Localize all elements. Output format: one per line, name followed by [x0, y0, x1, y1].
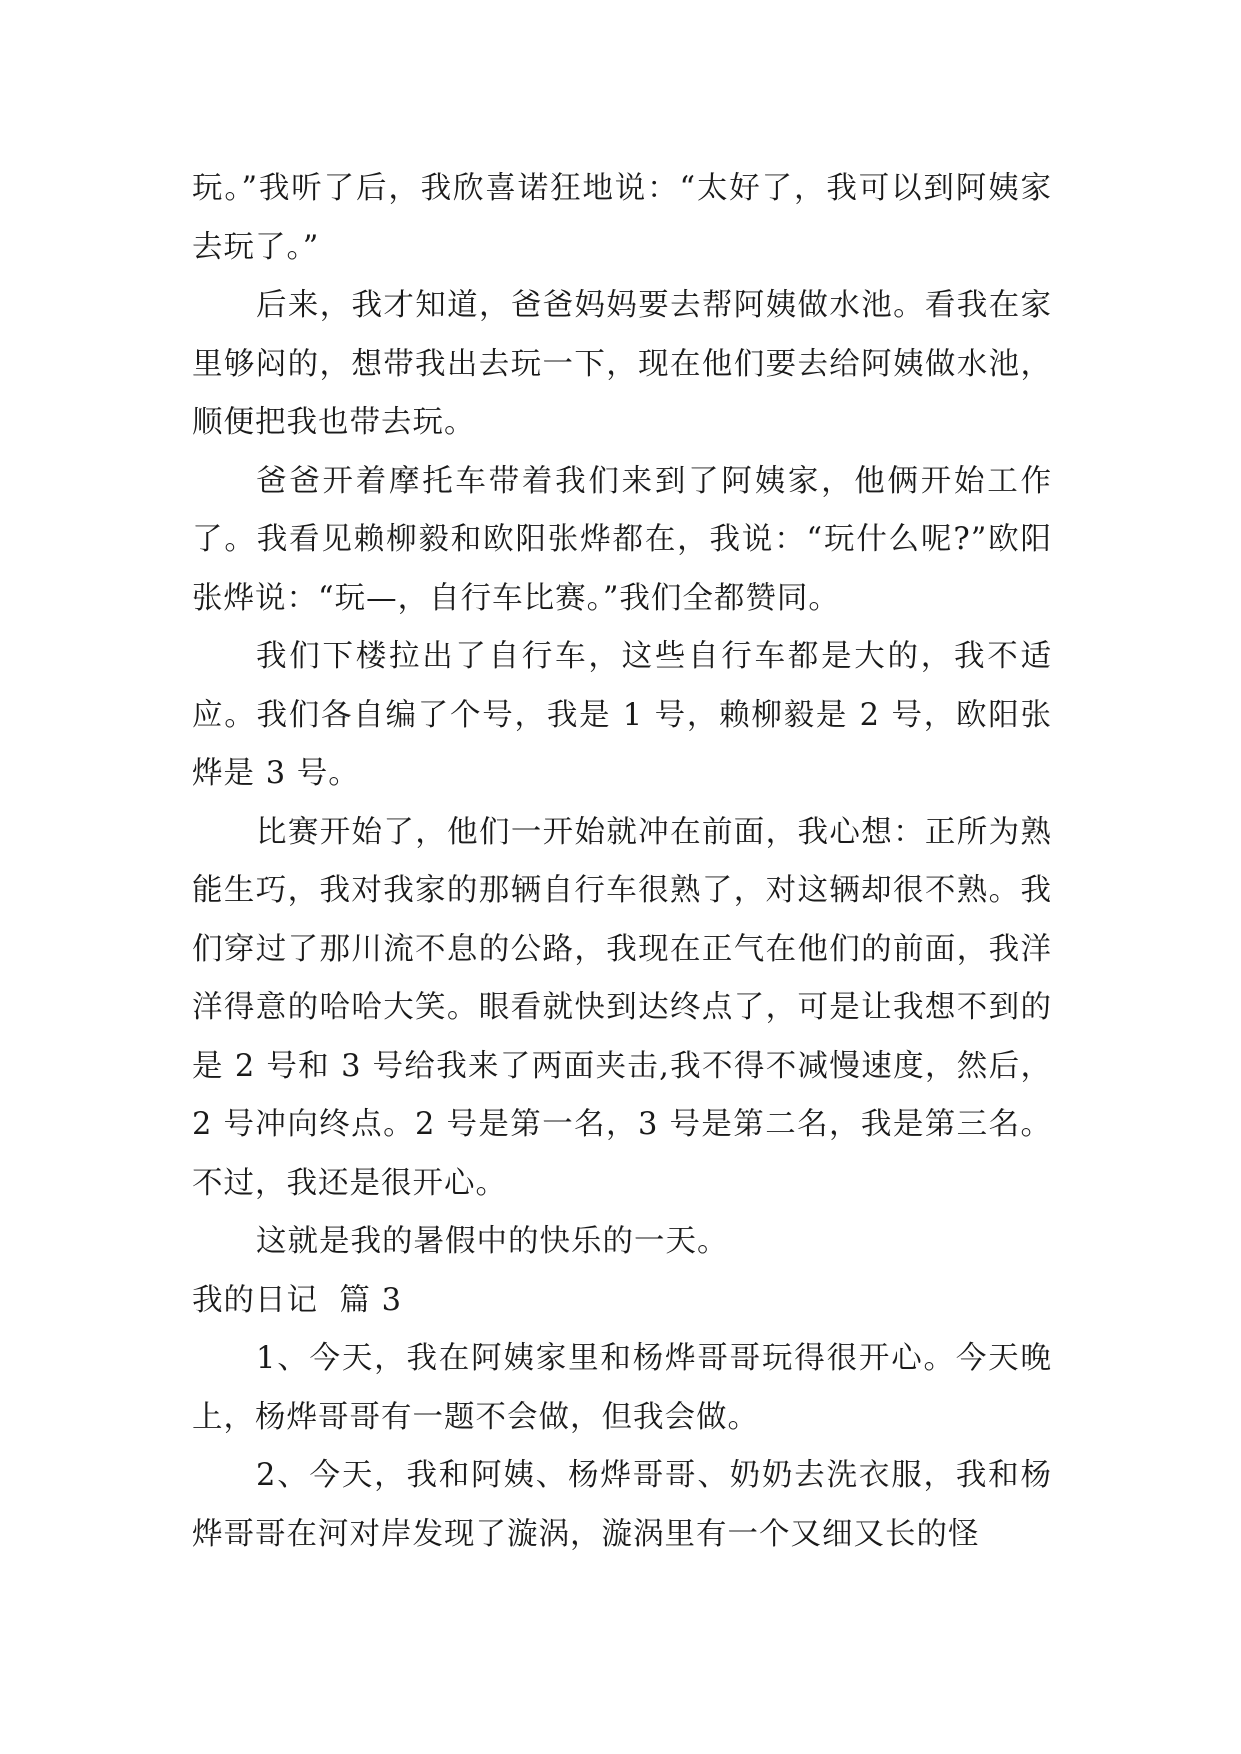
paragraph: 2、今天，我和阿姨、杨烨哥哥、奶奶去洗衣服，我和杨烨哥哥在河对岸发现了漩涡，漩涡里有一个又细又长的怪 [192, 1458, 1052, 1552]
paragraph: 我们下楼拉出了自行车，这些自行车都是大的，我不适应。我们各自编了个号，我是 1 号，赖柳毅是 2 号，欧阳张烨是 3 号。 [192, 639, 1052, 791]
paragraph: 1、今天，我在阿姨家里和杨烨哥哥玩得很开心。今天晚上，杨烨哥哥有一题不会做，但我会做。 [192, 1341, 1052, 1435]
paragraph: 这就是我的暑假中的快乐的一天。 [256, 1224, 729, 1259]
paragraph: 玩。”我听了后，我欣喜诺狂地说：“太好了，我可以到阿姨家去玩了。” [192, 171, 1052, 265]
paragraph: 爸爸开着摩托车带着我们来到了阿姨家，他俩开始工作了。我看见赖柳毅和欧阳张烨都在，我说：“玩什么呢?”欧阳张烨说：“玩—，自行车比赛。”我们全都赞同。 [192, 463, 1052, 616]
document-body [192, 160, 1052, 1564]
paragraph: 比赛开始了，他们一开始就冲在前面，我心想：正所为熟能生巧，我对我家的那辆自行车很熟了，对这辆却很不熟。我们穿过了那川流不息的公路，我现在正气在他们的前面，我洋洋得意的哈哈大笑。眼看就快到达终点了，可是让我想不到的是 2 号和 3 号给我来了两面夹击,我不得不减慢速度，然后，2 号冲向终点。2 号是第一名，3 号是第二名，我是第三名。不过，我还是很开心。 [192, 814, 1052, 1201]
paragraph: 后来，我才知道，爸爸妈妈要去帮阿姨做水池。看我在家里够闷的，想带我出去玩一下，现在他们要去给阿姨做水池，顺便把我也带去玩。 [192, 288, 1052, 440]
section-heading: 我的日记 篇 3 [192, 1282, 402, 1318]
